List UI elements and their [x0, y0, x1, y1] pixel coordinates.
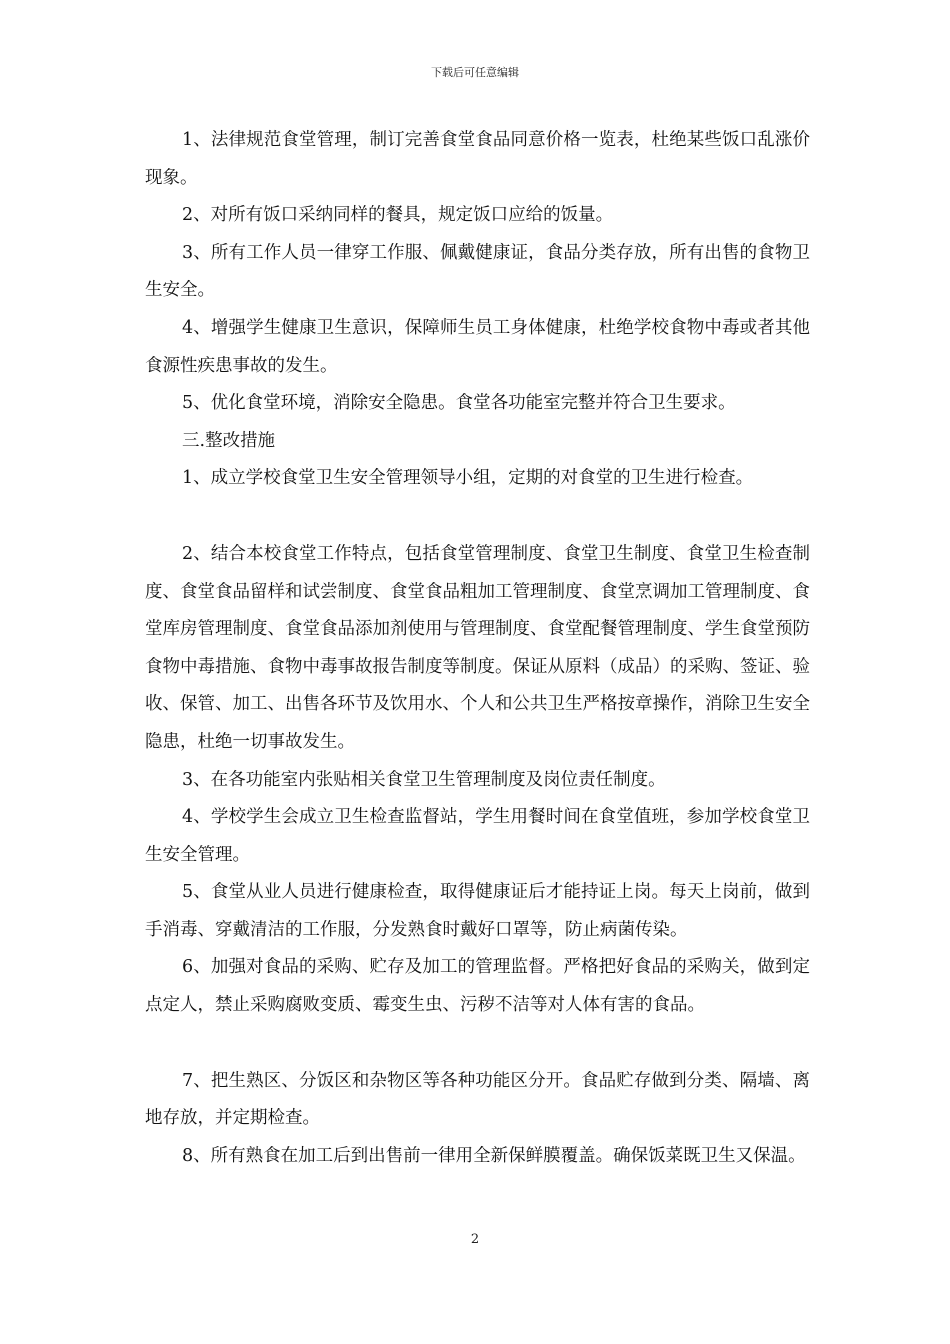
paragraph-goal-5: 5、优化食堂环境，消除安全隐患。食堂各功能室完整并符合卫生要求。 [182, 393, 736, 414]
paragraph-measure-6: 6、加强对食品的采购、贮存及加工的管理监督。严格把好食品的采购关，做到定点定人，禁止采购腐败变质、霉变生虫、污秽不洁等对人体有害的食品。 [145, 957, 810, 1016]
document-body [145, 122, 810, 1175]
paragraph-goal-3: 3、所有工作人员一律穿工作服、佩戴健康证，食品分类存放，所有出售的食物卫生安全。 [145, 242, 810, 301]
section-heading-measures: 三.整改措施 [182, 430, 276, 451]
paragraph-measure-8: 8、所有熟食在加工后到出售前一律用全新保鲜膜覆盖。确保饭菜既卫生又保温。 [182, 1145, 806, 1166]
paragraph-spacer [145, 498, 810, 536]
paragraph-goal-4: 4、增强学生健康卫生意识，保障师生员工身体健康，杜绝学校食物中毒或者其他食源性疾患事故的发生。 [145, 317, 810, 376]
page-header: 下载后可任意编辑 [431, 66, 519, 79]
paragraph-measure-4: 4、学校学生会成立卫生检查监督站，学生用餐时间在食堂值班，参加学校食堂卫生安全管理。 [145, 807, 810, 865]
paragraph-spacer [145, 1025, 810, 1063]
paragraph-measure-7: 7、把生熟区、分饭区和杂物区等各种功能区分开。食品贮存做到分类、隔墙、离地存放，并定期检查。 [145, 1070, 810, 1129]
paragraph-goal-2: 2、对所有饭口采纳同样的餐具，规定饭口应给的饭量。 [182, 205, 614, 226]
paragraph-measure-3: 3、在各功能室内张贴相关食堂卫生管理制度及岗位责任制度。 [182, 769, 666, 790]
paragraph-goal-1: 1、法律规范食堂管理，制订完善食堂食品同意价格一览表，杜绝某些饭口乱涨价现象。 [145, 130, 810, 188]
page-number: 2 [470, 1232, 480, 1247]
paragraph-measure-2: 2、结合本校食堂工作特点，包括食堂管理制度、食堂卫生制度、食堂卫生检查制度、食堂食品留样和试尝制度、食堂食品粗加工管理制度、食堂烹调加工管理制度、食堂库房管理制度、食堂食品添加剂使用与管理制度、食堂配餐管理制度、学生食堂预防食物中毒措施、食物中毒事故报告制度等制度。保证从原料（成品）的采购、签证、验收、保管、加工、出售各环节及饮用水、个人和公共卫生严格按章操作，消除卫生安全隐患，杜绝一切事故发生。 [145, 543, 810, 752]
paragraph-measure-5: 5、食堂从业人员进行健康检查，取得健康证后才能持证上岗。每天上岗前，做到手消毒、穿戴清洁的工作服，分发熟食时戴好口罩等，防止病菌传染。 [145, 882, 810, 940]
paragraph-measure-1: 1、成立学校食堂卫生安全管理领导小组，定期的对食堂的卫生进行检查。 [182, 468, 754, 489]
